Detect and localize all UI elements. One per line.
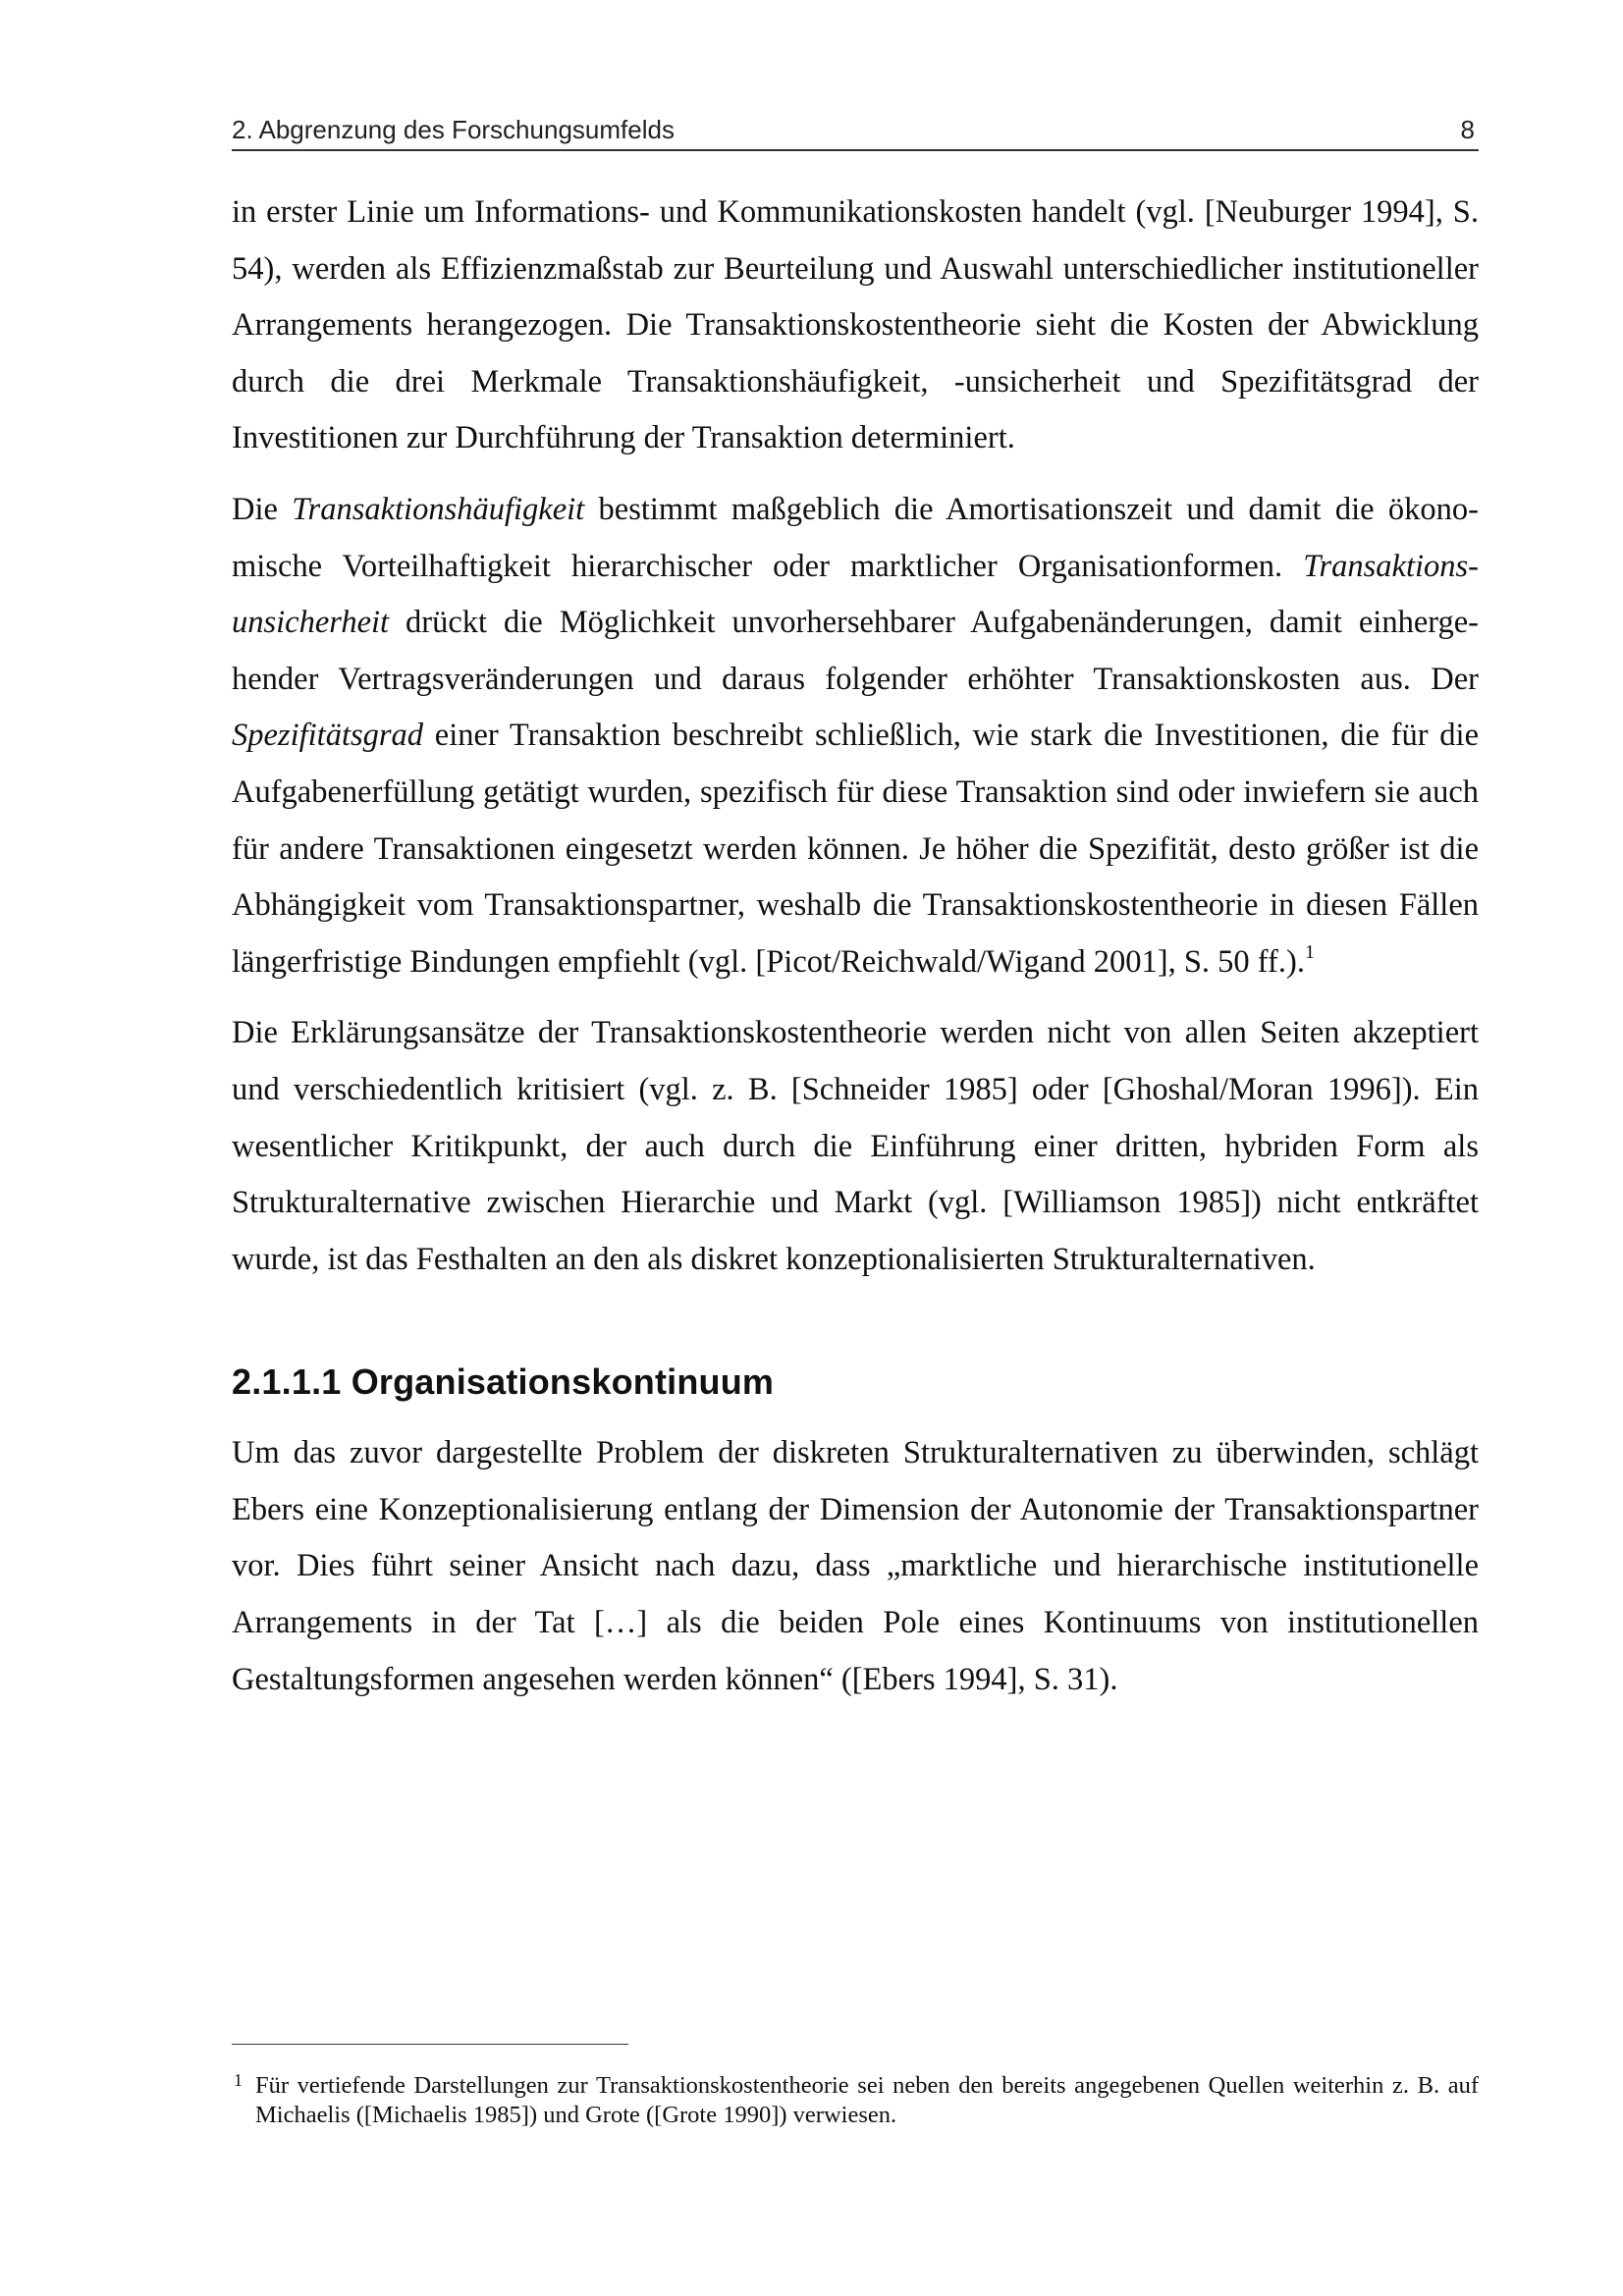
- paragraph-2: [232, 482, 1479, 990]
- paragraph-2-text: Die: [232, 491, 293, 527]
- footnote-text: Für vertiefende Darstellungen zur Transaktionskostentheorie sei neben den bereits angegebenen Quellen weiterhin z. B. auf Michaelis ([Michaelis 1985]) und Grote ([Grote 1990]) verwiesen.: [255, 2072, 1479, 2128]
- paragraph-4: Um das zuvor dargestellte Problem der diskreten Strukturalternativen zu überwinden, schlägt Ebers eine Konzeptionalisierung entlang der Dimension der Autonomie der Transaktionspartner vor. Dies führt seiner Ansicht nach dazu, dass „marktliche und hierarchische institutionelle Arrangements in der Tat […] als die beiden Pole eines Kontinuums von institutionellen Gestaltungsformen angesehen werden können“ ([Ebers 1994], S. 31).: [232, 1435, 1479, 1697]
- term-transaktionshaeufigkeit: Transaktionshäufigkeit: [292, 491, 585, 527]
- footnote-marker: 1: [234, 2070, 243, 2090]
- footnote-separator: [232, 2044, 628, 2045]
- body-text: [232, 185, 1479, 1708]
- footnote: [232, 2071, 1479, 2130]
- term-transaktionsunsicherheit: Transaktionsunsicherheit: [232, 548, 1479, 641]
- paragraph-2-text: drückt die Möglichkeit unvorhersehbarer Aufgabenänderungen, damit einhergehender Vertragsveränderungen und daraus folgender erhöhter Transaktionskosten aus. Der: [232, 605, 1479, 697]
- running-header: [232, 110, 1479, 151]
- paragraph-2-text: einer Transaktion beschreibt schließlich, wie stark die Investitionen, die für die Aufgabenerfüllung getätigt wurden, spezifisch für diese Transaktion sind oder inwiefern sie auch für andere Transaktionen eingesetzt werden können. Je höher die Spezifität, desto größer ist die Abhängigkeit vom Transaktionspartner, weshalb die Transaktionskostentheorie in diesen Fällen längerfristige Bindungen empfiehlt (vgl. [Picot/Reichwald/Wigand 2001], S. 50 ff.).: [232, 718, 1479, 980]
- paragraph-2-text: bestimmt maßgeblich die Amortisationszeit und damit die ökonomische Vorteilhaftigkeit hierarchischer oder marktlicher Organisationformen.: [232, 491, 1479, 584]
- paragraph-3: Die Erklärungsansätze der Transaktionskostentheorie werden nicht von allen Seiten akzeptiert und verschiedentlich kritisiert (vgl. z. B. [Schneider 1985] oder [Ghoshal/Moran 1996]). Ein wesentlicher Kritikpunkt, der auch durch die Einführung einer dritten, hybriden Form als Strukturalternative zwischen Hierarchie und Markt (vgl. [Williamson 1985]) nicht entkräftet wurde, ist das Festhalten an den als diskret konzeptionalisierten Strukturalternativen.: [232, 1015, 1479, 1277]
- footnote-reference: 1: [1304, 940, 1315, 963]
- paragraph-1: in erster Linie um Informations- und Kommunikationskosten handelt (vgl. [Neuburger 1994], S. 54), werden als Effizienzmaßstab zur Beurteilung und Auswahl unterschiedlicher institutioneller Arrangements herangezogen. Die Transaktionskostentheorie sieht die Kosten der Abwicklung durch die drei Merkmale Transaktionshäufigkeit, -unsicherheit und Spezifitätsgrad der Investitionen zur Durchführung der Transaktion determiniert.: [232, 194, 1479, 456]
- section-heading: 2.1.1.1 Organisationskontinuum: [232, 1362, 775, 1403]
- term-spezifitaetsgrad: Spezifitätsgrad: [232, 718, 424, 754]
- running-title: 2. Abgrenzung des Forschungsumfelds: [232, 115, 675, 144]
- page-number: 8: [1460, 115, 1475, 144]
